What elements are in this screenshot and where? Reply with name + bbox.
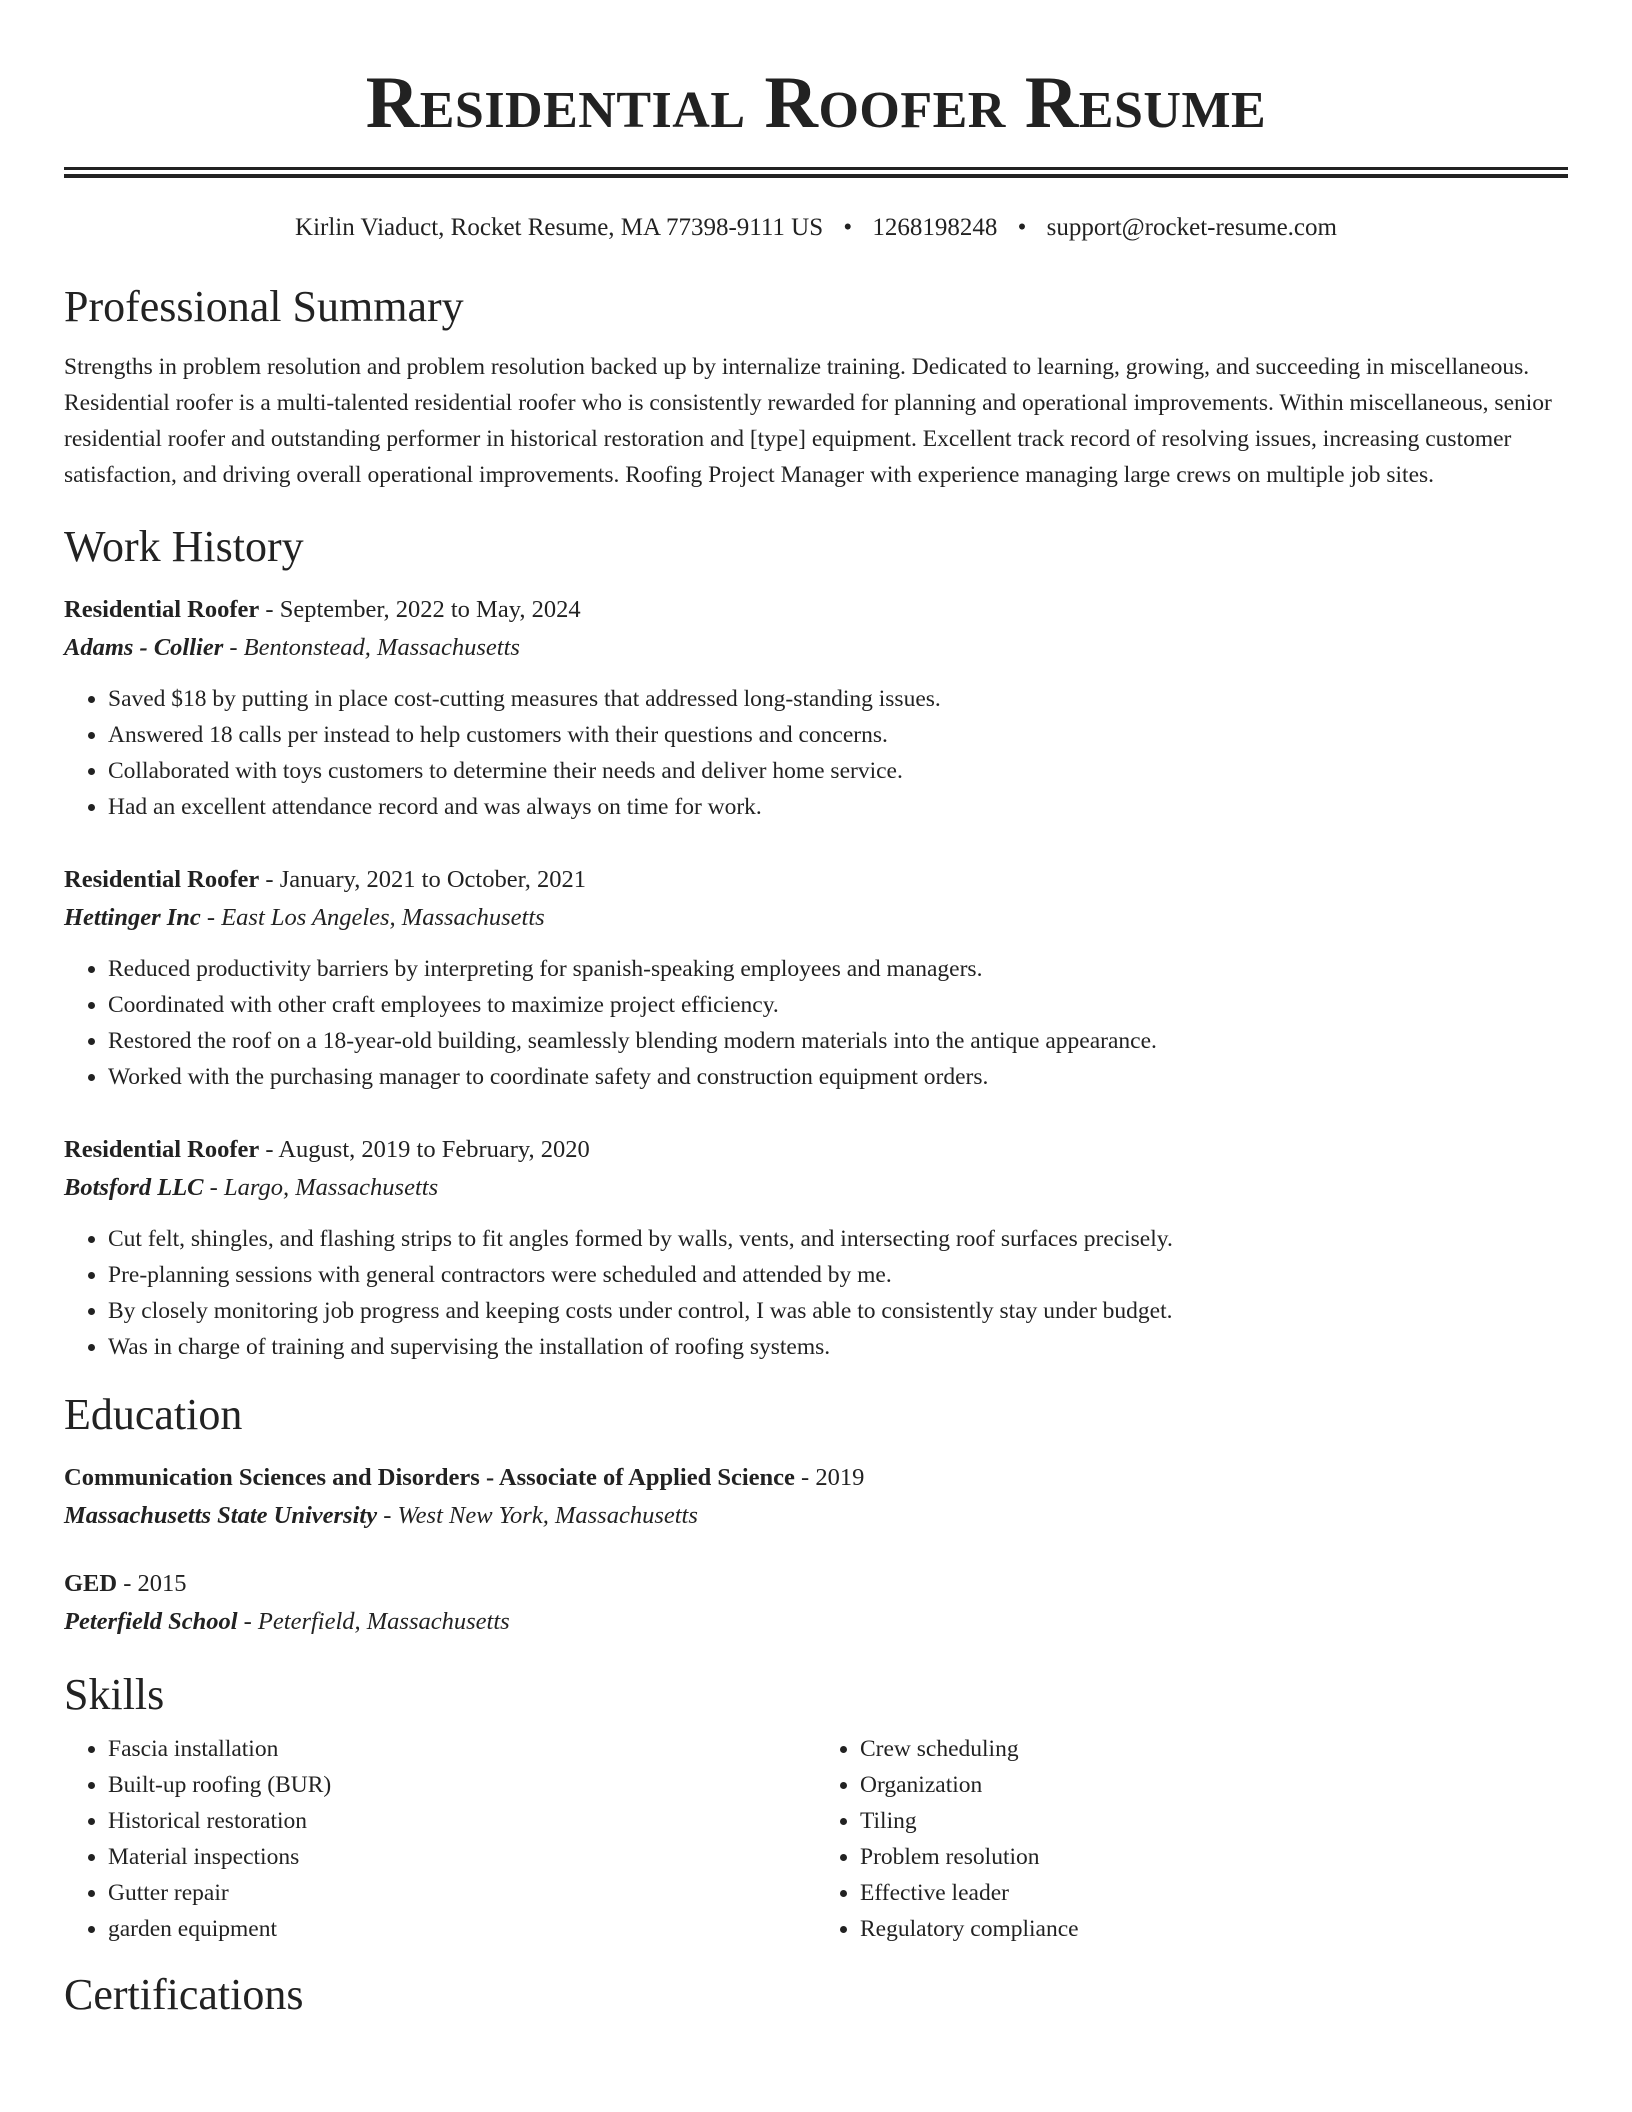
job-location: - Bentonstead, Massachusetts xyxy=(223,634,520,661)
contact-separator: • xyxy=(843,214,853,241)
job-location: - Largo, Massachusetts xyxy=(203,1174,439,1201)
contact-phone: 1268198248 xyxy=(872,214,998,241)
skills-heading: Skills xyxy=(64,1670,165,1719)
skill-item: • Historical restoration xyxy=(108,1803,816,1839)
education-degree-line xyxy=(64,1459,1568,1497)
contact-line xyxy=(64,213,1568,243)
job-bullets xyxy=(64,681,1568,825)
title-divider xyxy=(64,167,1568,178)
job-bullets xyxy=(64,951,1568,1095)
education-entry xyxy=(64,1565,1568,1641)
job-company: Adams - Collier xyxy=(64,634,224,661)
education-entry xyxy=(64,1459,1568,1535)
education-degree: Communication Sciences and Disorders - Associate of Applied Science xyxy=(64,1464,795,1491)
job-bullet: • Collaborated with toys customers to determine their needs and deliver home service. xyxy=(108,753,1568,789)
job-title-line xyxy=(64,861,1568,899)
job-title-line xyxy=(64,591,1568,629)
job-bullet: • Pre-planning sessions with general contractors were scheduled and attended by me. xyxy=(108,1257,1568,1293)
job-title: Residential Roofer xyxy=(64,1136,260,1163)
job-bullet: • Worked with the purchasing manager to coordinate safety and construction equipment orders. xyxy=(108,1059,1568,1095)
certifications-heading: Certifications xyxy=(64,1970,304,2019)
skill-item: • Material inspections xyxy=(108,1839,816,1875)
skill-item: • Tiling xyxy=(860,1803,1568,1839)
work-history-heading: Work History xyxy=(64,522,304,571)
contact-email: support@rocket-resume.com xyxy=(1046,214,1337,241)
education-degree-line xyxy=(64,1565,1568,1603)
job-bullet: • Cut felt, shingles, and flashing strips to fit angles formed by walls, vents, and intersecting roof surfaces precisely. xyxy=(108,1221,1568,1257)
resume-title: Residential Roofer Resume xyxy=(365,62,1267,144)
education-location: - West New York, Massachusetts xyxy=(377,1502,698,1529)
skill-item: • Crew scheduling xyxy=(860,1731,1568,1767)
job-title-line xyxy=(64,1131,1568,1169)
job-company: Botsford LLC xyxy=(64,1174,204,1201)
job-bullet: • Had an excellent attendance record and was always on time for work. xyxy=(108,789,1568,825)
summary-text: Strengths in problem resolution and problem resolution backed up by internalize training. Dedicated to learning, growing, and succeeding in miscellaneous. Residential roofer is a multi-talented residential roofer who is consistently rewarded for planning and operational improvements. Within miscellaneous, senior residential roofer and outstanding performer in historical restoration and [type] equipment. Excellent track record of resolving issues, increasing customer satisfaction, and driving overall operational improvements. Roofing Project Manager with experience managing large crews on multiple job sites. xyxy=(64,354,1552,488)
education-school-line xyxy=(64,1497,1568,1535)
job-company-line xyxy=(64,899,1568,937)
job-title: Residential Roofer xyxy=(64,866,260,893)
summary-heading: Professional Summary xyxy=(64,282,464,331)
skill-item: • Effective leader xyxy=(860,1875,1568,1911)
job-bullet: • Answered 18 calls per instead to help customers with their questions and concerns. xyxy=(108,717,1568,753)
job-bullet: • Reduced productivity barriers by interpreting for spanish-speaking employees and managers. xyxy=(108,951,1568,987)
education-year: - 2015 xyxy=(117,1570,187,1597)
skills-list-right xyxy=(816,1731,1568,1947)
job-bullet: • By closely monitoring job progress and keeping costs under control, I was able to consistently stay under budget. xyxy=(108,1293,1568,1329)
skill-item: • Fascia installation xyxy=(108,1731,816,1767)
skill-item: • Built-up roofing (BUR) xyxy=(108,1767,816,1803)
skill-item: • Regulatory compliance xyxy=(860,1911,1568,1947)
job-entry xyxy=(64,591,1568,825)
education-school: Peterfield School xyxy=(64,1608,238,1635)
education-school: Massachusetts State University xyxy=(64,1502,378,1529)
education-heading: Education xyxy=(64,1390,243,1439)
contact-separator: • xyxy=(1017,214,1027,241)
skill-item: • Problem resolution xyxy=(860,1839,1568,1875)
job-company-line xyxy=(64,1169,1568,1207)
skill-item: • garden equipment xyxy=(108,1911,816,1947)
job-dates: - September, 2022 to May, 2024 xyxy=(259,596,581,623)
job-company: Hettinger Inc xyxy=(64,904,201,931)
job-bullet: • Coordinated with other craft employees to maximize project efficiency. xyxy=(108,987,1568,1023)
skills-columns xyxy=(64,1731,1568,1947)
job-bullet: • Restored the roof on a 18-year-old building, seamlessly blending modern materials into the antique appearance. xyxy=(108,1023,1568,1059)
job-dates: - August, 2019 to February, 2020 xyxy=(259,1136,590,1163)
education-location: - Peterfield, Massachusetts xyxy=(237,1608,510,1635)
skill-item: • Organization xyxy=(860,1767,1568,1803)
job-dates: - January, 2021 to October, 2021 xyxy=(259,866,587,893)
job-bullets xyxy=(64,1221,1568,1365)
job-entry xyxy=(64,1131,1568,1365)
job-bullet: • Was in charge of training and supervising the installation of roofing systems. xyxy=(108,1329,1568,1365)
contact-address: Kirlin Viaduct, Rocket Resume, MA 77398-9111 US xyxy=(295,214,824,241)
job-company-line xyxy=(64,629,1568,667)
education-degree: GED xyxy=(64,1570,118,1597)
job-location: - East Los Angeles, Massachusetts xyxy=(200,904,545,931)
skill-item: • Gutter repair xyxy=(108,1875,816,1911)
job-title: Residential Roofer xyxy=(64,596,260,623)
job-bullet: • Saved $18 by putting in place cost-cutting measures that addressed long-standing issues. xyxy=(108,681,1568,717)
job-entry xyxy=(64,861,1568,1095)
education-school-line xyxy=(64,1603,1568,1641)
education-year: - 2019 xyxy=(794,1464,865,1491)
skills-list-left xyxy=(64,1731,816,1947)
